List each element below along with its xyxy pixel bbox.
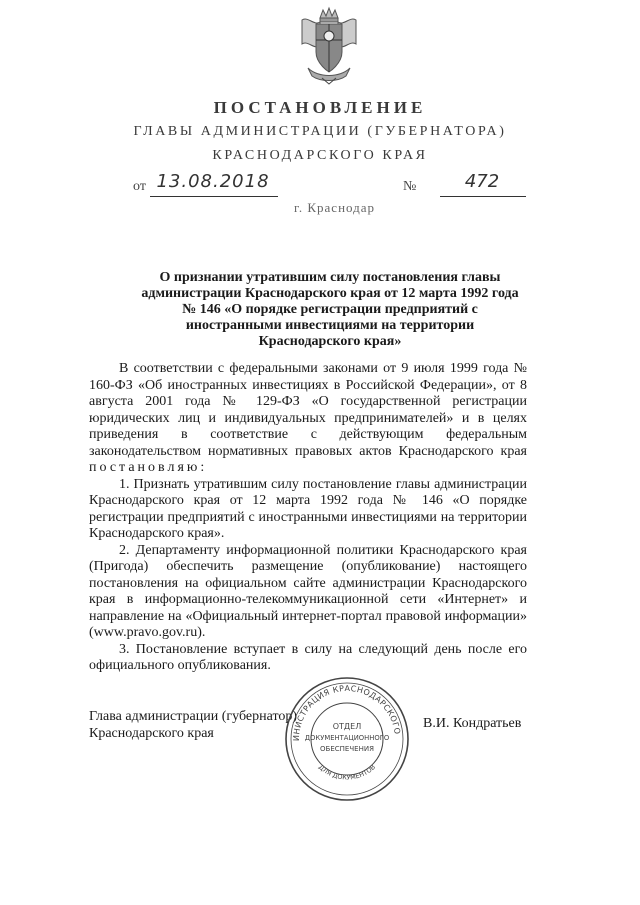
stamp-center-line-3: ОБЕСПЕЧЕНИЯ (320, 745, 374, 753)
body-item-2: 2. Департаменту информационной политики Краснодарского края (Пригода) обеспечить размещение (опубликование) настоящего постановления на официальном сайте администрации Краснодарского края в информационно-телекоммуникационной сети «Интернет» и направление на «Официальный интернет-портал правовой информации» (www.pravo.gov.ru). (89, 542, 527, 640)
stamp-center-line-1: ОТДЕЛ (332, 722, 362, 731)
svg-text:АДМИНИСТРАЦИЯ КРАСНОДАРСКОГО К (282, 674, 402, 741)
document-type-title: ПОСТАНОВЛЕНИЕ (213, 98, 427, 117)
document-body (89, 361, 527, 675)
decree-word: постановляю: (89, 460, 208, 475)
document-number: 472 (464, 171, 500, 192)
number-prefix-label: № (403, 179, 417, 194)
document-subject-heading: О признании утратившим силу постановления главы администрации Краснодарского края от 12 марта 1992 года № 146 «О порядке регистрации предприятий с иностранными инвестициями на территории Краснодарского края» (141, 270, 519, 349)
number-underline (440, 196, 526, 197)
stamp-bottom-text: ДЛЯ ДОКУМЕНТОВ (316, 763, 378, 782)
document-date: 13.08.2018 (156, 171, 270, 192)
official-stamp (282, 674, 412, 804)
svg-text:ДЛЯ ДОКУМЕНТОВ (317, 763, 377, 782)
stamp-ring-text: ИНИСТРАЦИЯ КРАСНОДАРСКОГО (291, 683, 402, 742)
body-item-1: 1. Признать утратившим силу постановление главы администрации Краснодарского края от 12 марта 1992 года № 146 «О порядке регистрации предприятий с иностранными инвестициями на территории Краснодарского края». (89, 476, 527, 541)
signatory-position-line-1: Глава администрации (губернатор) (89, 709, 298, 724)
city-label: г. Краснодар (294, 200, 376, 215)
date-prefix-label: от (133, 179, 146, 194)
date-underline (150, 196, 278, 197)
signatory-position-line-2: Краснодарского края (89, 726, 214, 741)
signatory-name: В.И. Кондратьев (423, 716, 522, 731)
body-item-3: 3. Постановление вступает в силу на следующий день после его официального опубликования. (89, 641, 527, 673)
preamble-text: В соответствии с федеральными законами от 9 июля 1999 года № 160-ФЗ «Об иностранных инвестициях в Российской Федерации», от 8 августа 2001 года № 129-ФЗ «О государственной регистрации юридических лиц и индивидуальных предпринимателей» и в целях приведения в соответствие с действующим федеральным законодательством нормативных правовых актов Краснодарского края (89, 361, 527, 459)
issuer-line-2: КРАСНОДАРСКОГО КРАЯ (212, 148, 428, 163)
body-preamble (89, 361, 527, 477)
coat-of-arms-emblem (296, 6, 362, 86)
signatory-position (89, 708, 297, 742)
stamp-center-line-2: ДОКУМЕНТАЦИОННОГО (304, 734, 390, 742)
issuer-line-1: ГЛАВЫ АДМИНИСТРАЦИИ (ГУБЕРНАТОРА) (133, 124, 507, 139)
